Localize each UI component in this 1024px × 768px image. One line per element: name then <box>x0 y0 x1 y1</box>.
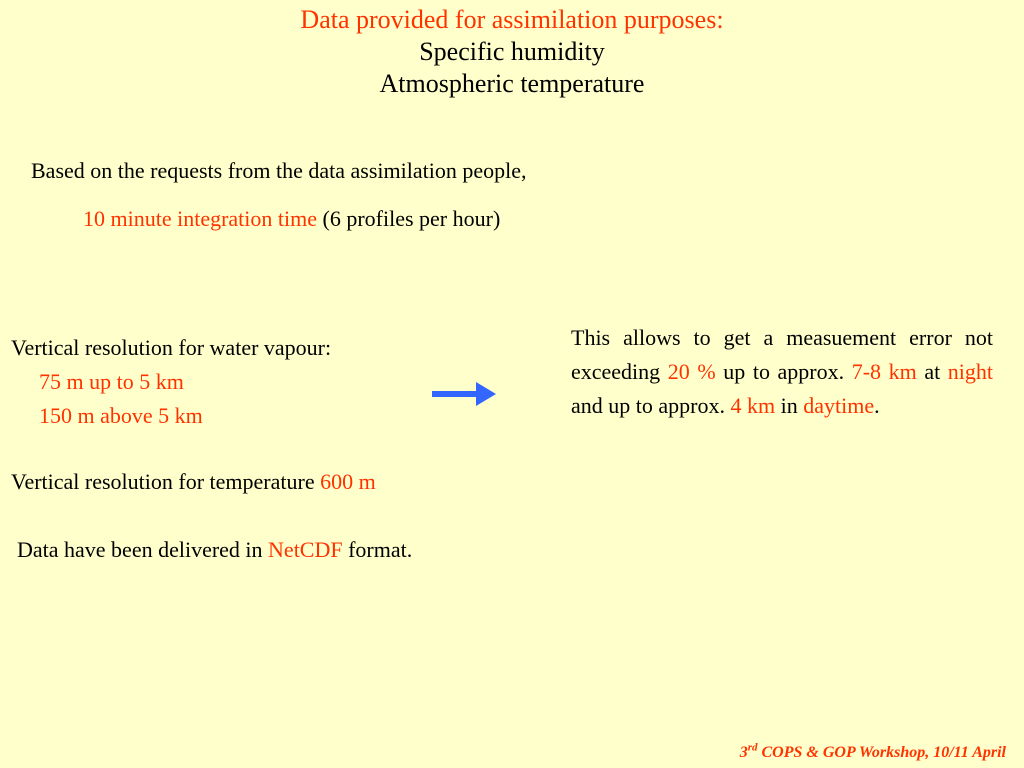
water-vapour-resolution <box>11 331 331 433</box>
right-arrow-icon <box>430 380 498 408</box>
format-value: NetCDF <box>268 537 343 562</box>
water-vapour-low-resolution: 75 m up to 5 km <box>39 369 184 394</box>
temperature-value: 600 m <box>320 469 376 494</box>
result-text-6: . <box>874 393 880 418</box>
result-text-4: and up to approx. <box>571 393 731 418</box>
measurement-error-text <box>571 321 993 423</box>
integration-time-highlight: 10 minute integration time <box>83 206 318 231</box>
slide-title <box>0 4 1024 100</box>
footer-ordinal: rd <box>747 741 758 754</box>
data-format-line <box>17 535 412 565</box>
water-vapour-label: Vertical resolution for water vapour: <box>11 335 332 360</box>
result-text-3: at <box>916 359 948 384</box>
water-vapour-high-resolution: 150 m above 5 km <box>39 403 203 428</box>
title-line-1: Data provided for assimilation purposes: <box>300 5 724 34</box>
result-text-1: This allows to get a measuement error not exceeding <box>571 325 993 384</box>
format-text-pre: Data have been delivered in <box>17 537 269 562</box>
temperature-resolution <box>11 467 376 497</box>
integration-time-line <box>83 204 500 234</box>
result-text-5: in <box>775 393 804 418</box>
night-range: 7-8 km <box>851 359 917 384</box>
result-text-2: up to approx. <box>715 359 852 384</box>
night-label: night <box>947 359 994 384</box>
integration-time-rest: (6 profiles per hour) <box>317 206 501 231</box>
format-text-post: format. <box>342 537 413 562</box>
footer-text: COPS & GOP Workshop, 10/11 April <box>757 744 1006 761</box>
temperature-label: Vertical resolution for temperature <box>11 469 321 494</box>
footer-number: 3 <box>739 744 748 761</box>
title-line-2: Specific humidity <box>419 37 605 66</box>
intro-text: Based on the requests from the data assimilation people, <box>31 158 527 183</box>
error-percentage: 20 % <box>667 359 716 384</box>
title-line-3: Atmospheric temperature <box>379 69 645 98</box>
daytime-label: daytime <box>803 393 875 418</box>
workshop-footer <box>740 742 1006 764</box>
day-range: 4 km <box>730 393 776 418</box>
